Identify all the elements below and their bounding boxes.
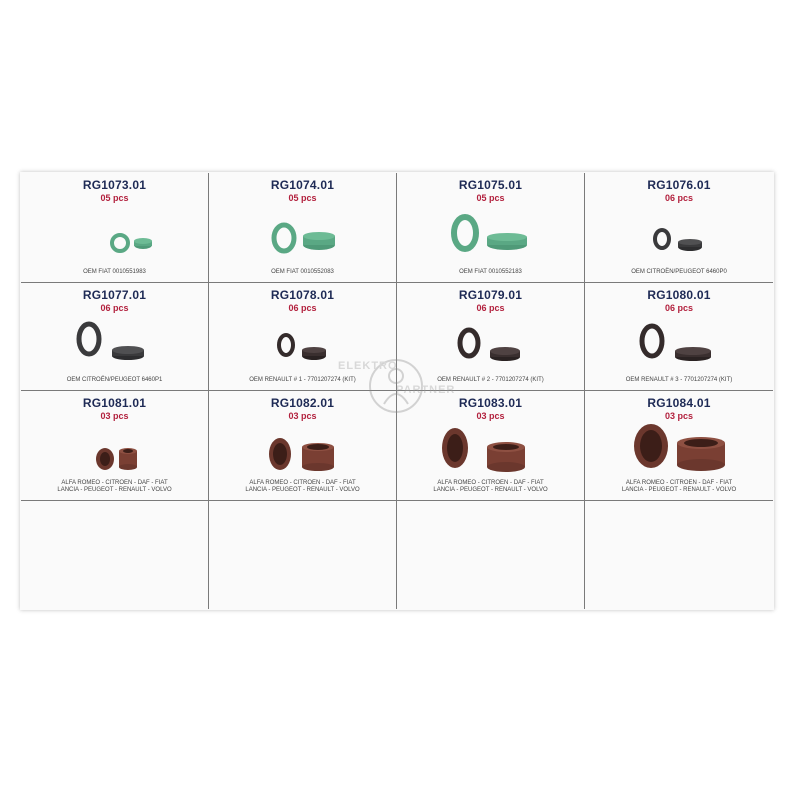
part-cell-rg1083 — [397, 391, 585, 501]
watermark-text-line1: ELEKTRO — [338, 360, 398, 372]
part-qty: 06 pcs — [664, 193, 694, 203]
dark-o-ring-image — [209, 283, 395, 391]
parts-chart — [20, 172, 774, 610]
part-code: RG1081.01 — [82, 396, 147, 410]
part-code: RG1074.01 — [270, 178, 335, 192]
dark-o-ring-image — [21, 283, 207, 391]
part-code: RG1073.01 — [82, 178, 147, 192]
part-qty: 03 pcs — [664, 411, 694, 421]
green-o-ring-image — [397, 173, 583, 283]
part-qty: 06 pcs — [664, 303, 694, 313]
part-qty: 06 pcs — [476, 303, 505, 313]
part-cell-rg1081 — [21, 391, 209, 501]
part-cell-rg1076 — [585, 173, 773, 283]
part-code: RG1082.01 — [270, 396, 335, 410]
part-code: RG1075.01 — [458, 178, 523, 192]
part-cell-rg1080 — [585, 283, 773, 391]
oem-reference: OEM CITROËN/PEUGEOT 6460P0 — [631, 269, 727, 275]
part-code: RG1077.01 — [82, 288, 147, 302]
part-code: RG1084.01 — [647, 396, 711, 410]
part-qty: 05 pcs — [476, 193, 505, 203]
dark-o-ring-image — [585, 283, 771, 391]
part-qty: 03 pcs — [100, 411, 129, 421]
part-cell-rg1079 — [397, 283, 585, 391]
empty-cell — [21, 501, 209, 609]
oem-reference: OEM RENAULT # 2 - 7701207274 (KIT) — [437, 377, 544, 383]
oem-reference: OEM RENAULT # 3 - 7701207274 (KIT) — [625, 377, 733, 383]
part-qty: 06 pcs — [288, 303, 317, 313]
part-cell-rg1082 — [209, 391, 397, 501]
oem-reference: OEM FIAT 0010552083 — [271, 269, 334, 275]
dark-o-ring-image — [585, 173, 771, 283]
part-qty: 03 pcs — [288, 411, 317, 421]
empty-cell — [209, 501, 397, 609]
oem-reference: OEM FIAT 0010551983 — [83, 269, 146, 275]
empty-cell — [397, 501, 585, 609]
part-qty: 05 pcs — [100, 193, 129, 203]
part-code: RG1080.01 — [647, 288, 711, 302]
part-code: RG1079.01 — [458, 288, 523, 302]
part-qty: 06 pcs — [100, 303, 129, 313]
watermark-text-line2: PARTNER — [396, 384, 456, 396]
part-cell-rg1078 — [209, 283, 397, 391]
oem-reference: OEM RENAULT # 1 - 7701207274 (KIT) — [249, 377, 356, 383]
part-cell-rg1074 — [209, 173, 397, 283]
part-cell-rg1084 — [585, 391, 773, 501]
part-code: RG1076.01 — [647, 178, 711, 192]
part-cell-rg1075 — [397, 173, 585, 283]
green-o-ring-image — [209, 173, 395, 283]
part-qty: 05 pcs — [288, 193, 317, 203]
oem-reference: OEM FIAT 0010552183 — [459, 269, 522, 275]
oem-reference: ALFA ROMEO - CITROEN - DAF - FIAT LANCIA - PEUGEOT - RENAULT - VOLVO — [621, 480, 737, 493]
part-cell-rg1077 — [21, 283, 209, 391]
part-cell-rg1073 — [21, 173, 209, 283]
part-code: RG1083.01 — [458, 396, 523, 410]
part-qty: 03 pcs — [476, 411, 505, 421]
green-o-ring-image — [21, 173, 207, 283]
part-code: RG1078.01 — [270, 288, 335, 302]
dark-o-ring-image — [397, 283, 583, 391]
oem-reference: ALFA ROMEO - CITROEN - DAF - FIAT LANCIA - PEUGEOT - RENAULT - VOLVO — [57, 480, 172, 493]
oem-reference: ALFA ROMEO - CITROEN - DAF - FIAT LANCIA - PEUGEOT - RENAULT - VOLVO — [245, 480, 360, 493]
oem-reference: ALFA ROMEO - CITROEN - DAF - FIAT LANCIA - PEUGEOT - RENAULT - VOLVO — [433, 480, 548, 493]
oem-reference: OEM CITROËN/PEUGEOT 6460P1 — [66, 377, 163, 383]
empty-cell — [585, 501, 773, 609]
parts-grid — [21, 173, 773, 609]
